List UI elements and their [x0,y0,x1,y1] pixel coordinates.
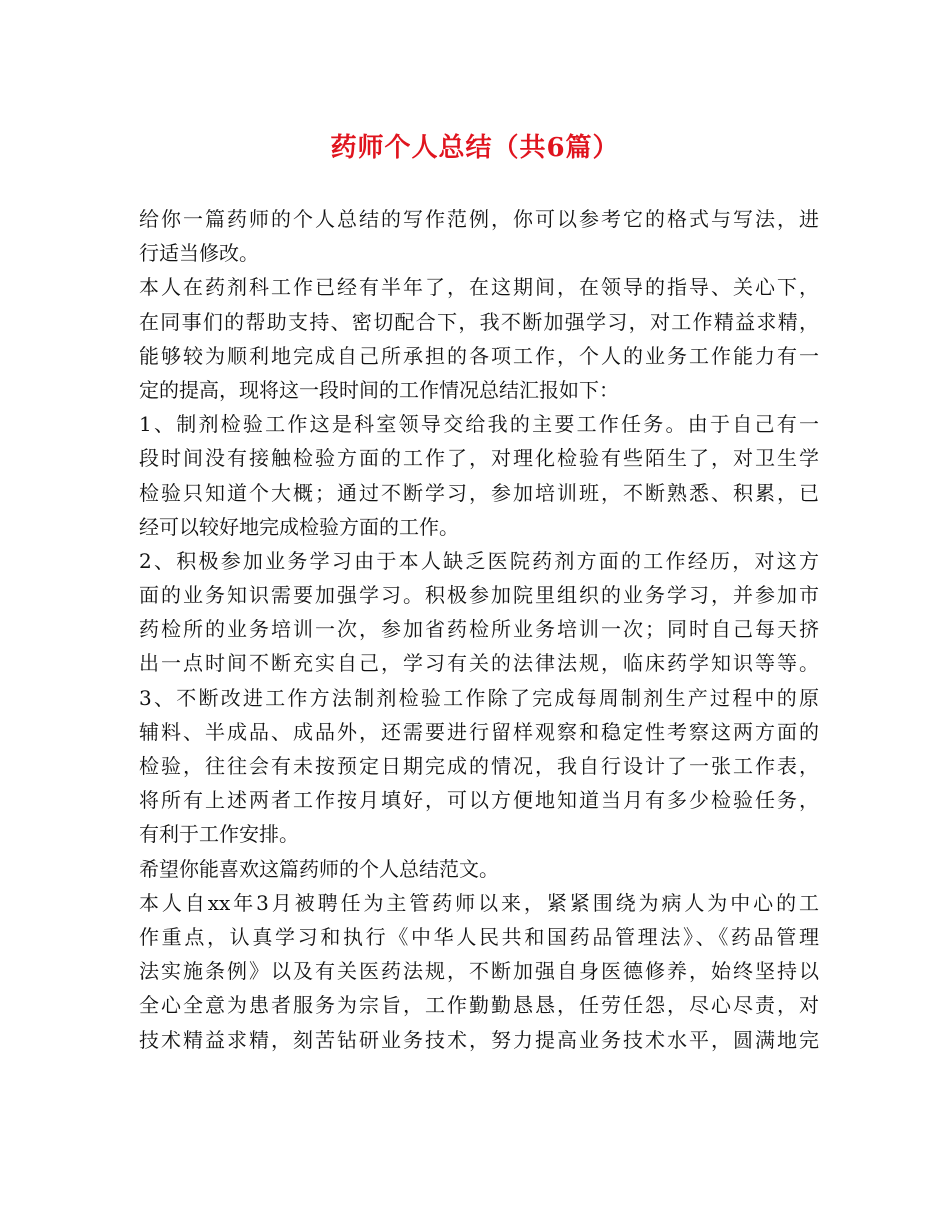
text-line: 定的提高，现将这一段时间的工作情况总结汇报如下： [139,377,619,402]
text-line: 检验，往往会有未按预定日期完成的情况，我自行设计了一张工作表， [139,754,819,778]
text-line: 面的业务知识需要加强学习。积极参加院里组织的业务学习，并参加市 [139,583,819,608]
text-line: 作重点，认真学习和执行《中华人民共和国药品管理法》、《药品管理 [139,924,819,949]
document-body [139,202,819,1057]
text-line: 行适当修改。 [139,241,259,266]
text-line: 给你一篇药师的个人总结的写作范例，你可以参考它的格式与写法，进 [139,207,819,231]
text-line: 经可以较好地完成检验方面的工作。 [139,514,459,539]
text-line: 药检所的业务培训一次，参加省药检所业务培训一次；同时自己每天挤 [139,617,819,642]
text-line: 3、不断改进工作方法制剂检验工作除了完成每周制剂生产过程中的原 [139,685,819,710]
text-line: 检验只知道个大概；通过不断学习，参加培训班，不断熟悉、积累，已 [139,480,819,505]
text-line: 出一点时间不断充实自己，学习有关的法律法规，临床药学知识等等。 [139,651,819,676]
text-line: 辅料、半成品、成品外，还需要进行留样观察和稳定性考察这两方面的 [139,719,819,744]
text-line: 法实施条例》以及有关医药法规，不断加强自身医德修养，始终坚持以 [139,959,819,984]
text-line: 在同事们的帮助支持、密切配合下，我不断加强学习，对工作精益求精， [139,309,819,334]
text-line: 段时间没有接触检验方面的工作了，对理化检验有些陌生了，对卫生学 [139,446,819,471]
text-line: 能够较为顺利地完成自己所承担的各项工作，个人的业务工作能力有一 [139,343,819,368]
document-title: 药师个人总结（共6篇） [330,133,620,163]
text-line: 2、积极参加业务学习由于本人缺乏医院药剂方面的工作经历，对这方 [139,548,819,573]
text-line: 希望你能喜欢这篇药师的个人总结范文。 [139,856,499,881]
text-line: 技术精益求精，刻苦钻研业务技术，努力提高业务技术水平，圆满地完 [139,1027,819,1052]
text-line: 有利于工作安排。 [139,822,299,847]
text-line: 全心全意为患者服务为宗旨，工作勤勤恳恳，任劳任怨，尽心尽责，对 [139,993,819,1018]
text-line: 1、制剂检验工作这是科室领导交给我的主要工作任务。由于自己有一 [139,412,819,437]
text-line: 将所有上述两者工作按月填好，可以方便地知道当月有多少检验任务， [139,788,819,813]
text-line: 本人在药剂科工作已经有半年了，在这期间，在领导的指导、关心下， [139,275,819,300]
text-line: 本人自xx年3月被聘任为主管药师以来，紧紧围绕为病人为中心的工 [139,890,819,915]
